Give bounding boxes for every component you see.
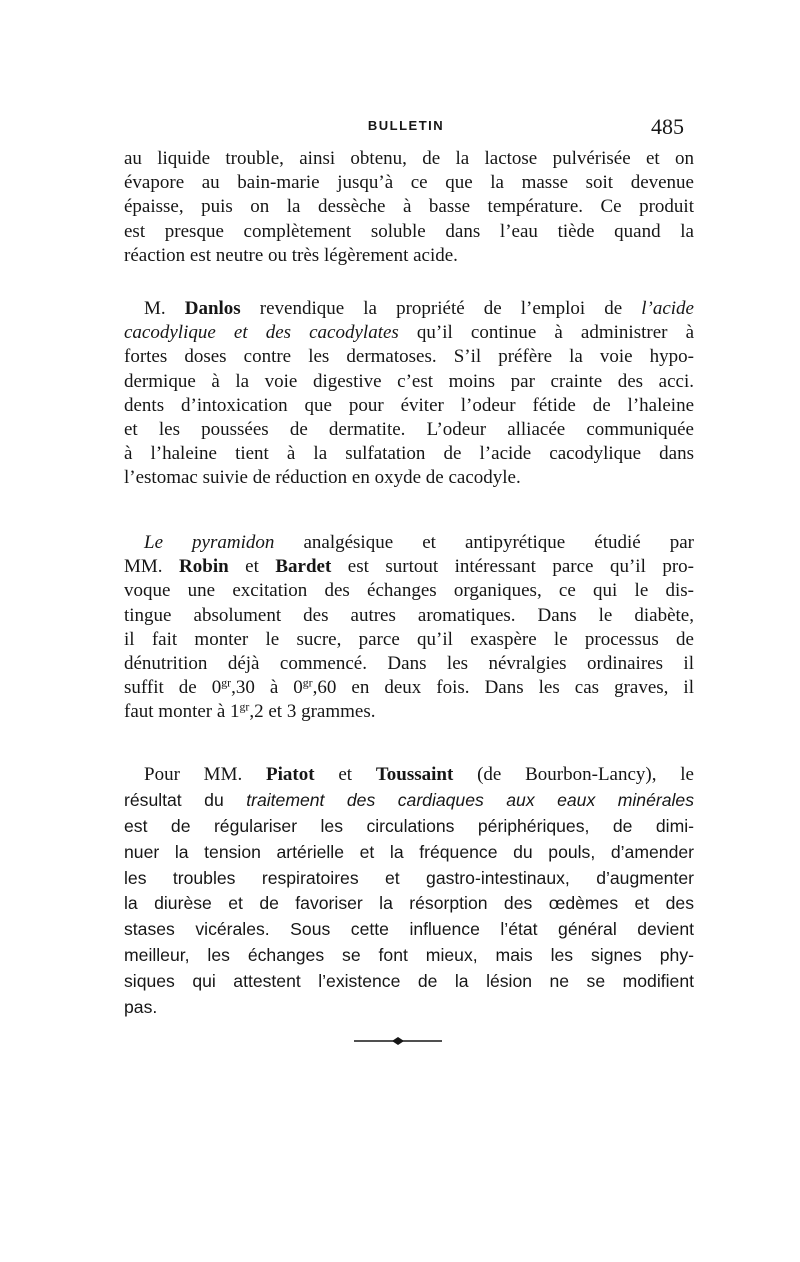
text-line: dermique à la voie digestive c’est moins par crainte des acci. xyxy=(124,370,694,392)
text-line: M. Danlos revendique la propriété de l’emploi de l’acide xyxy=(144,298,694,319)
text-line: Le pyramidon analgésique et antipyrétique étudié par xyxy=(144,532,694,553)
text-line: dénutrition déjà commencé. Dans les névralgies ordinaires il xyxy=(124,652,694,674)
author-name: Danlos xyxy=(184,298,241,319)
author-name: Piatot xyxy=(266,764,315,785)
text-line: et les poussées de dermatite. L’odeur alliacée communiquée xyxy=(124,418,694,440)
text-line: réaction est neutre ou très légèrement acide. xyxy=(124,244,458,266)
text-line: cacodylique et des cacodylates qu’il continue à administrer à xyxy=(124,322,694,344)
text-line: épaisse, puis on la dessèche à basse température. Ce produit xyxy=(124,196,694,218)
text-line: siques qui attestent l’existence de la lésion ne se modifient xyxy=(124,971,694,992)
text-line: suffit de $0^{gr},30$ à $0^{gr},60$ en deux fois. Dans les cas graves, il xyxy=(124,676,694,699)
text-line: stases vicérales. Sous cette influence l’état général devient xyxy=(124,919,694,940)
text-line: la diurèse et de favoriser la résorption des œdèmes et des xyxy=(124,893,694,914)
text-line: tingue absolument des autres aromatiques. Dans le diabète, xyxy=(124,604,694,626)
author-name: Bardet xyxy=(275,556,332,578)
text-line: à l’haleine tient à la sulfatation de l’acide cacodylique dans xyxy=(124,443,694,465)
text-line: les troubles respiratoires et gastro-intestinaux, d’augmenter xyxy=(124,867,694,888)
paragraph-piatot-toussaint xyxy=(124,762,694,1021)
running-head: BULLETIN xyxy=(367,118,445,133)
text-line: résultat du traitement des cardiaques aux eaux minérales xyxy=(124,789,694,810)
text-line: au liquide trouble, ainsi obtenu, de la lactose pulvérisée et on xyxy=(124,148,694,169)
page-header xyxy=(124,114,688,142)
paragraph-pyramidon xyxy=(124,531,694,725)
text-line: est de régulariser les circulations périphériques, de dimi- xyxy=(124,815,694,836)
author-name: Toussaint xyxy=(375,764,454,785)
text-line: pas. xyxy=(124,997,158,1018)
text-line: fortes doses contre les dermatoses. S’il préfère la voie hypo- xyxy=(124,346,694,368)
diamond-rule-ornament xyxy=(354,1035,442,1047)
text-line: faut monter à $1^{gr},2$ et 3 grammes. xyxy=(124,700,376,723)
author-name: Robin xyxy=(179,556,229,578)
text-line: est presque complètement soluble dans l’eau tiède quand la xyxy=(124,220,694,242)
text-line: dents d’intoxication que pour éviter l’odeur fétide de l’haleine xyxy=(124,394,694,416)
text-line: Pour MM. Piatot et Toussaint (de Bourbon-Lancy), le xyxy=(144,764,694,785)
text-line: il fait monter le sucre, parce qu’il exaspère le processus de xyxy=(124,628,694,650)
page-number: 485 xyxy=(651,114,684,139)
paragraph-lactose xyxy=(124,147,694,268)
text-line: MM. Robin et Bardet est surtout intéressant parce qu’il pro- xyxy=(124,556,694,578)
text-line: voque une excitation des échanges organiques, ce qui le dis- xyxy=(124,580,694,602)
text-line: l’estomac suivie de réduction en oxyde de cacodyle. xyxy=(124,467,521,489)
text-line: meilleur, les échanges se font mieux, mais les signes phy- xyxy=(124,945,694,966)
paragraph-danlos xyxy=(124,297,694,491)
text-line: évapore au bain-marie jusqu’à ce que la masse soit devenue xyxy=(124,172,694,194)
text-line: nuer la tension artérielle et la fréquence du pouls, d’amender xyxy=(124,841,694,862)
